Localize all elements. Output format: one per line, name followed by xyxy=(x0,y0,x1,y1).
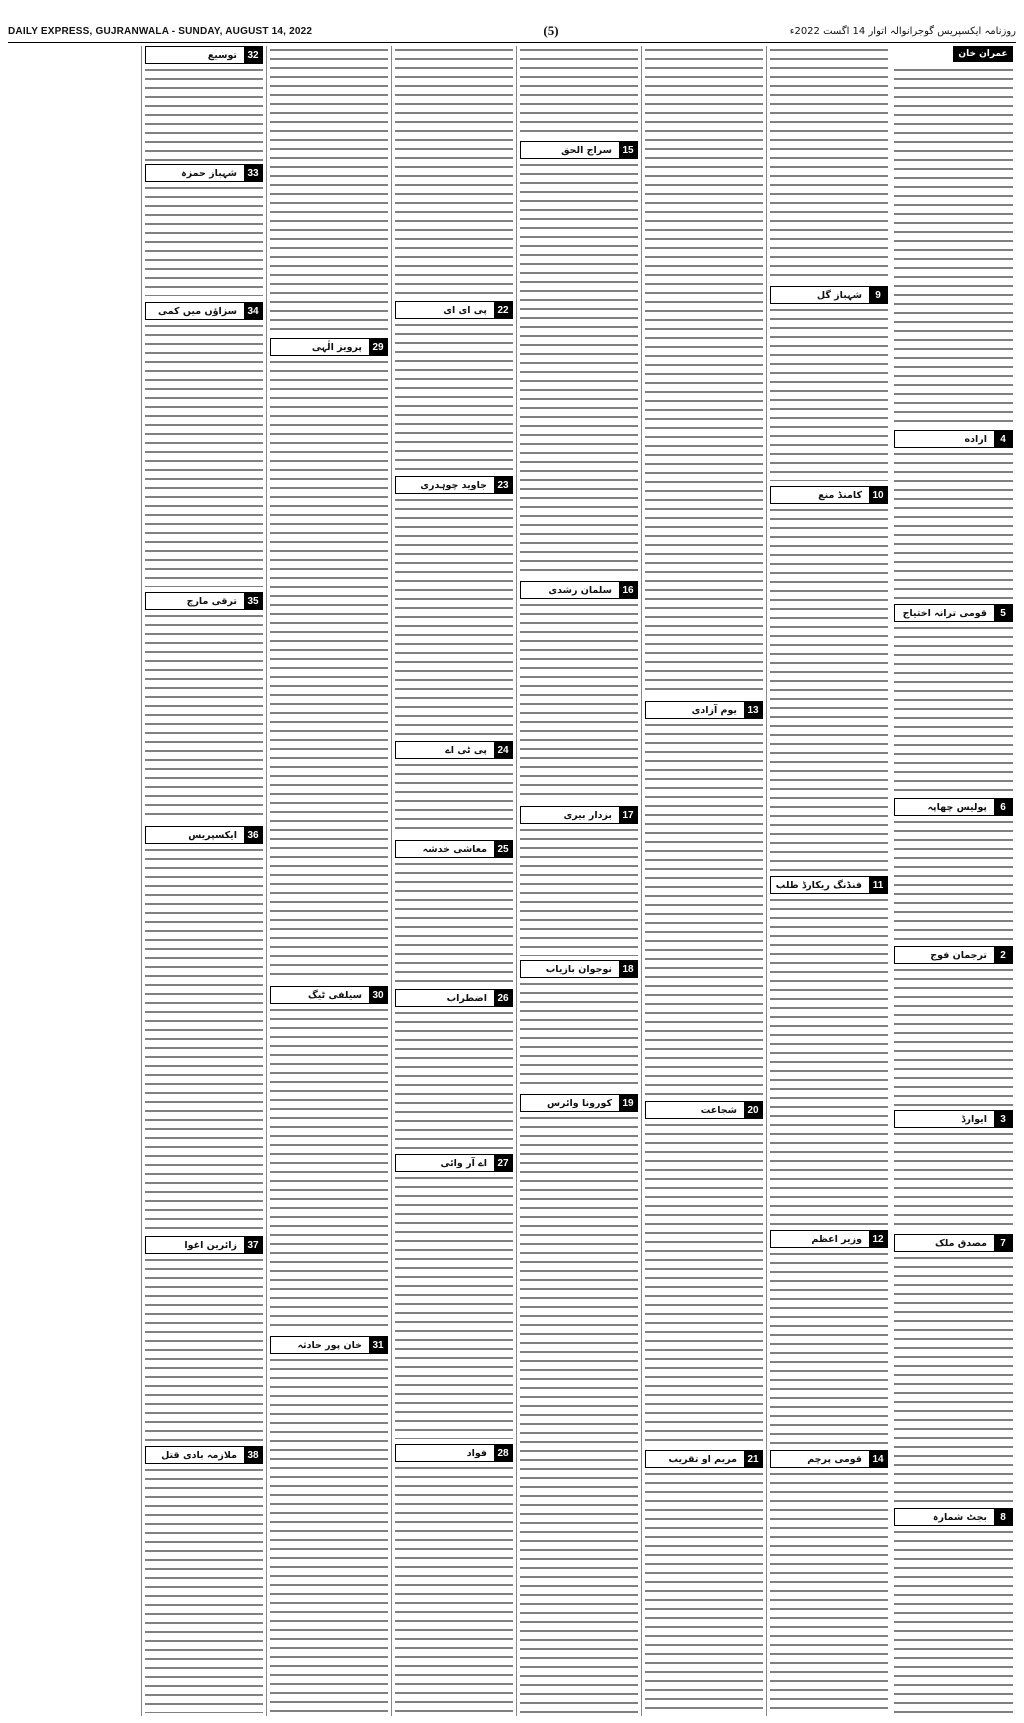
column-6 xyxy=(266,46,391,1716)
story-text xyxy=(520,161,638,576)
story-text xyxy=(894,1130,1013,1230)
story-text xyxy=(894,450,1013,600)
story-text xyxy=(395,46,513,296)
story-text xyxy=(145,612,263,822)
story-text xyxy=(645,1470,763,1713)
story-text xyxy=(520,601,638,801)
section-label: عمران خان xyxy=(953,46,1013,62)
story-heading: 6 پولیس چھاپہ xyxy=(894,798,1013,816)
page-number: (5) xyxy=(543,23,559,38)
story-heading: 3 ایوارڈ xyxy=(894,1110,1013,1128)
story-text xyxy=(894,966,1013,1106)
story-text xyxy=(395,1174,513,1439)
masthead xyxy=(8,20,1016,43)
story-heading: 34 سزاؤں میں کمی xyxy=(145,302,263,320)
newspaper-page xyxy=(8,46,1016,1716)
column-7 xyxy=(141,46,266,1716)
story-text xyxy=(520,1114,638,1713)
story-text xyxy=(270,46,388,333)
story-text xyxy=(770,1250,888,1445)
story-heading: 19 کورونا وائرس xyxy=(520,1094,638,1112)
story-heading: 23 جاوید چوہدری xyxy=(395,476,513,494)
story-heading: 7 مصدق ملک xyxy=(894,1234,1013,1252)
story-text xyxy=(645,46,763,696)
story-heading: 30 سیلفی ٹیگ xyxy=(270,986,388,1004)
column-5 xyxy=(391,46,516,1716)
story-text xyxy=(145,322,263,587)
story-text xyxy=(894,1254,1013,1504)
story-text xyxy=(145,66,263,161)
story-heading: 4 اراده xyxy=(894,430,1013,448)
story-text xyxy=(145,846,263,1231)
story-text xyxy=(770,46,888,281)
story-text xyxy=(270,1356,388,1713)
story-heading: 27 اے آر وائی xyxy=(395,1154,513,1172)
story-text xyxy=(645,1121,763,1446)
story-text xyxy=(270,1006,388,1331)
story-heading: 12 وزیر اعظم xyxy=(770,1230,888,1248)
column-4 xyxy=(516,46,641,1716)
story-heading: 11 فنڈنگ ریکارڈ طلب xyxy=(770,876,888,894)
column-3 xyxy=(641,46,766,1716)
story-heading: 20 شجاعت xyxy=(645,1101,763,1119)
story-heading: 24 پی ٹی اے xyxy=(395,741,513,759)
story-heading: 17 بزدار بیری xyxy=(520,806,638,824)
story-heading: 28 فواد xyxy=(395,1444,513,1462)
story-heading: 10 کامنڈ منع xyxy=(770,486,888,504)
story-text xyxy=(894,624,1013,794)
story-heading: 14 قومی پرچم xyxy=(770,1450,888,1468)
story-heading: 31 خان پور حادثہ xyxy=(270,1336,388,1354)
story-text xyxy=(270,358,388,981)
story-text xyxy=(145,1466,263,1713)
story-heading: 9 شہباز گل xyxy=(770,286,888,304)
story-heading: 35 ترقی مارچ xyxy=(145,592,263,610)
story-text xyxy=(520,46,638,136)
story-heading: 32 توسیع xyxy=(145,46,263,64)
paper-dateline: DAILY EXPRESS, GUJRANWALA - SUNDAY, AUGUST 14, 2022 xyxy=(8,25,313,37)
column-2 xyxy=(766,46,891,1716)
story-heading: 16 سلمان رشدی xyxy=(520,581,638,599)
story-heading: 22 پی ای ای xyxy=(395,301,513,319)
story-text xyxy=(145,184,263,296)
story-heading: 2 ترجمان فوج xyxy=(894,946,1013,964)
story-heading: 29 پرویز الٰہی xyxy=(270,338,388,356)
story-heading: 33 شہباز حمزہ xyxy=(145,164,263,182)
story-heading: 36 ایکسپریس xyxy=(145,826,263,844)
story-text xyxy=(395,1464,513,1713)
story-text xyxy=(145,1256,263,1441)
story-heading: 8 بجٹ شمارہ xyxy=(894,1508,1013,1526)
story-text xyxy=(520,826,638,956)
story-heading: 18 نوجوان بازیاب xyxy=(520,960,638,978)
story-heading: 38 ملازمہ بادی قتل xyxy=(145,1446,263,1464)
story-heading: 5 قومی ترانہ اختیاج xyxy=(894,604,1013,622)
story-text xyxy=(894,66,1013,426)
story-text xyxy=(894,818,1013,943)
story-text xyxy=(395,1009,513,1149)
story-heading: 15 سراج الحق xyxy=(520,141,638,159)
column-1 xyxy=(891,46,1016,1716)
story-heading: 37 زائرین اغوا xyxy=(145,1236,263,1254)
story-heading: 26 اضطراب xyxy=(395,989,513,1007)
story-heading: 13 یوم آزادی xyxy=(645,701,763,719)
story-text xyxy=(395,860,513,985)
story-text xyxy=(395,761,513,836)
story-text xyxy=(645,721,763,1096)
story-text xyxy=(770,1470,888,1713)
urdu-dateline: روزنامہ ایکسپریس گوجرانوالہ اتوار 14 اگست 2022ء xyxy=(789,25,1016,37)
story-text xyxy=(770,306,888,481)
story-text xyxy=(395,321,513,471)
story-text xyxy=(770,506,888,871)
story-heading: 21 مریم او تقریب xyxy=(645,1450,763,1468)
story-text xyxy=(770,896,888,1226)
story-text xyxy=(395,496,513,736)
story-text xyxy=(520,980,638,1090)
story-text xyxy=(894,1528,1013,1713)
story-heading: 25 معاشی خدشہ xyxy=(395,840,513,858)
